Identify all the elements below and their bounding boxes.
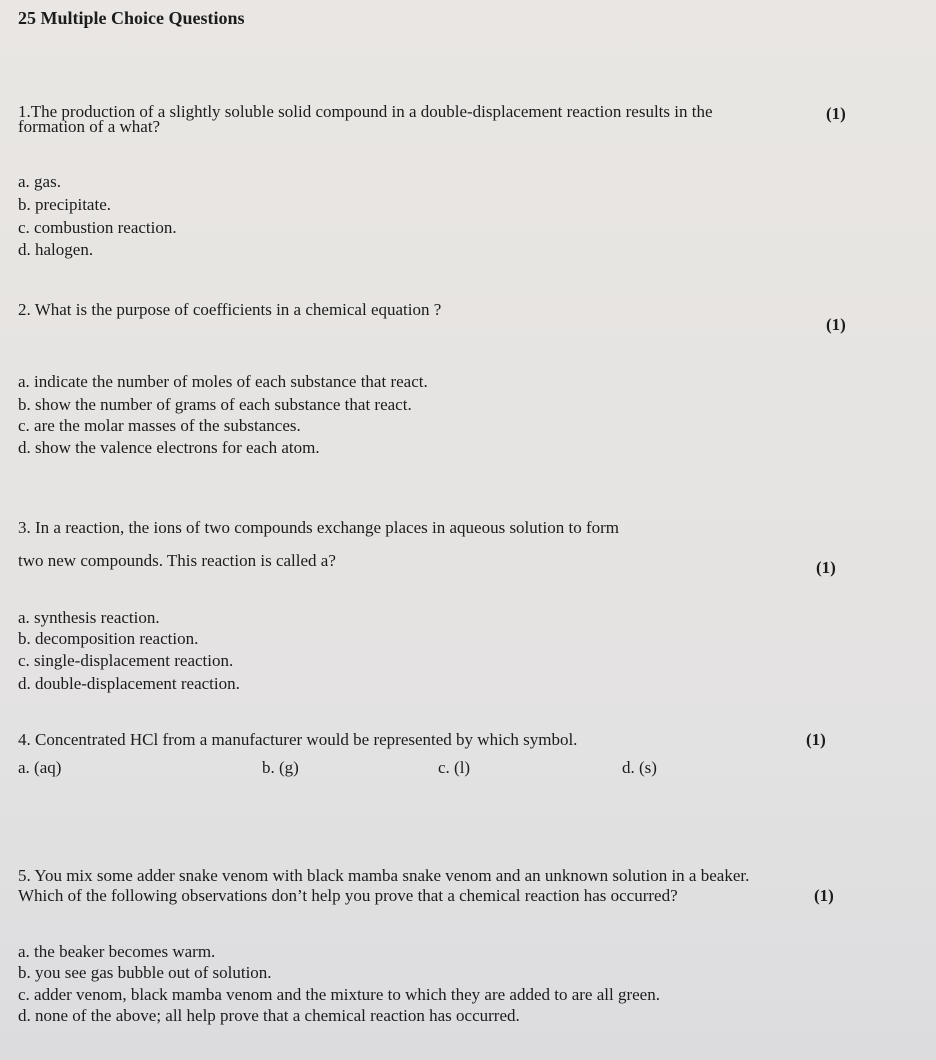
question-1-option-c: c. combustion reaction.: [18, 218, 177, 237]
page-title: 25 Multiple Choice Questions: [18, 8, 245, 28]
question-3-text-line-2: two new compounds. This reaction is called a?: [18, 551, 336, 570]
question-4-text-line-1: 4. Concentrated HCl from a manufacturer would be represented by which symbol.: [18, 730, 578, 749]
question-5-text-line-2: Which of the following observations don’t help you prove that a chemical reaction has occurred?: [18, 886, 678, 905]
question-2-option-b: b. show the number of grams of each substance that react.: [18, 395, 412, 414]
question-1-marks: (1): [826, 104, 846, 123]
question-4-option-a: a. (aq): [18, 758, 62, 777]
question-4-option-b: b. (g): [262, 758, 299, 777]
question-3-option-b: b. decomposition reaction.: [18, 629, 199, 648]
question-5-option-c: c. adder venom, black mamba venom and the mixture to which they are added to are all green.: [18, 985, 660, 1004]
question-3-marks: (1): [816, 558, 836, 577]
question-3-text-line-1: 3. In a reaction, the ions of two compounds exchange places in aqueous solution to form: [18, 518, 619, 537]
question-3-option-d: d. double-displacement reaction.: [18, 674, 240, 693]
question-2-option-a: a. indicate the number of moles of each substance that react.: [18, 372, 428, 391]
question-5-text-line-1: 5. You mix some adder snake venom with black mamba snake venom and an unknown solution in a beaker.: [18, 866, 750, 885]
question-1-option-b: b. precipitate.: [18, 195, 111, 214]
question-2-text-line-1: 2. What is the purpose of coefficients in a chemical equation ?: [18, 300, 442, 319]
question-4-marks: (1): [806, 730, 826, 749]
question-5-option-a: a. the beaker becomes warm.: [18, 942, 216, 961]
question-5-option-b: b. you see gas bubble out of solution.: [18, 963, 272, 982]
question-1-text-line-1: 1.The production of a slightly soluble solid compound in a double-displacement reaction results in the: [18, 102, 713, 121]
question-3-option-a: a. synthesis reaction.: [18, 608, 160, 627]
question-5-marks: (1): [814, 886, 834, 905]
question-2-option-d: d. show the valence electrons for each atom.: [18, 438, 320, 457]
question-1-option-d: d. halogen.: [18, 240, 94, 259]
question-2-marks: (1): [826, 315, 846, 334]
question-1-text-line-2: formation of a what?: [18, 117, 161, 136]
question-4-option-d: d. (s): [622, 758, 657, 777]
question-1-option-a: a. gas.: [18, 172, 61, 191]
question-2-option-c: c. are the molar masses of the substances.: [18, 416, 301, 435]
question-3-option-c: c. single-displacement reaction.: [18, 651, 234, 670]
question-5-option-d: d. none of the above; all help prove that a chemical reaction has occurred.: [18, 1006, 520, 1025]
question-4-option-c: c. (l): [438, 758, 471, 777]
